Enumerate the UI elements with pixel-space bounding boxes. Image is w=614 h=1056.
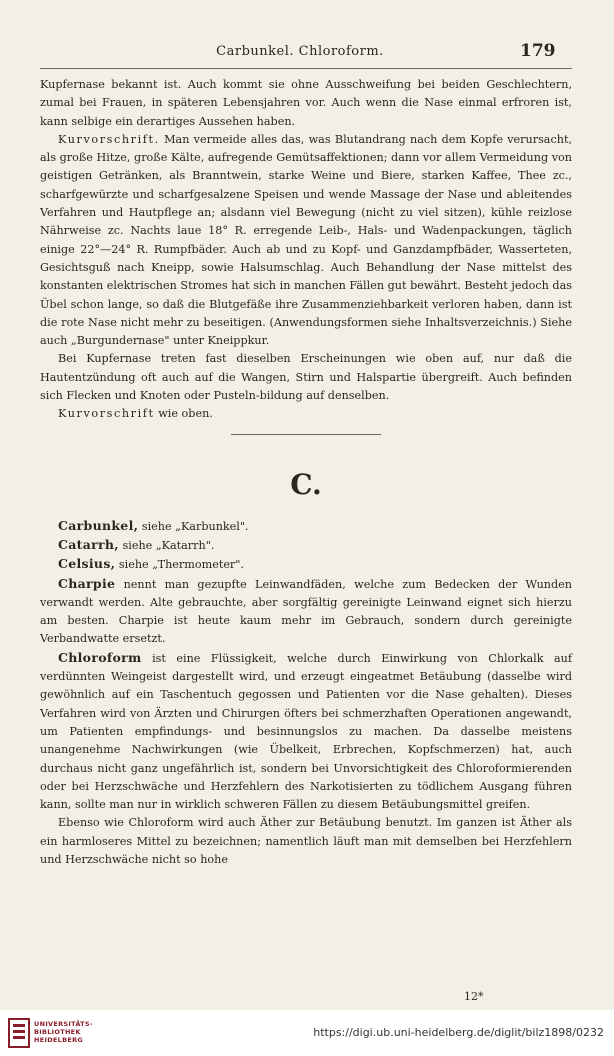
dictionary-entries [40,517,572,870]
entry-text: nennt man gezupfte Leinwandfäden, welche zum Bedecken der Wunden verwandt werden. Alte gebrauchte, aber sorgfältig gereinigte Leinwand eignet sich hierzu am besten. Charpie ist heute kaum mehr im Gebrauch, sondern durch gereinigte Verbandwatte ersetzt. [40,577,572,646]
header-divider [40,68,572,69]
library-logo-text [34,1020,93,1044]
page-number: 179 [520,41,556,61]
entry-chloroform [40,649,572,815]
entry-headword: Celsius, [58,556,116,572]
kupfernase-paragraph: Bei Kupfernase treten fast dieselben Erscheinungen wie oben auf, nur daß die Hautentzündung oft auch auf die Wangen, Stirn und Halspartie übergreift. Auch befinden sich Flecken und Knoten oder Pusteln-bildung auf denselben. [40,352,572,403]
section-letter: C. [290,467,322,501]
kurvorschrift-label-2: Kurvorschrift [58,407,155,421]
entry-text: siehe „Thermometer". [118,558,244,572]
logo-line-3: HEIDELBERG [34,1036,84,1044]
kurvorschrift-paragraph [40,131,572,351]
running-title: Carbunkel. Chloroform. [216,44,384,59]
aether-paragraph: Ebenso wie Chloroform wird auch Äther zur Betäubung benutzt. Im ganzen ist Äther als ein harmloseres Mittel zu bezeichnen; namentlich läuft man mit demselben bei Herzfehlern und Herzschwäche nicht so hohe [40,816,572,866]
entry-charpie [40,575,572,649]
entry-headword: Carbunkel, [58,517,139,533]
section-divider [231,434,381,435]
entry-celsius [40,555,572,574]
entry-headword: Chloroform [58,649,142,665]
page-body [40,76,572,869]
kurvorschrift-label: Kurvorschrift. [58,132,160,146]
signature-mark: 12* [464,990,484,1003]
entry-headword: Catarrh, [58,536,119,552]
library-seal-icon [8,1018,30,1048]
logo-line-2: BIBLIOTHEK [34,1028,81,1036]
entry-catarrh [40,536,572,555]
kurvorschrift-text-2: wie oben. [158,407,213,421]
entry-carbunkel [40,517,572,536]
kurvorschrift-paragraph-2 [40,405,572,423]
library-footer [0,1010,614,1056]
logo-line-1: UNIVERSITÄTS- [34,1020,93,1028]
entry-text: siehe „Karbunkel". [141,519,249,533]
kurvorschrift-text: Man vermeide alles das, was Blutandrang nach dem Kopfe verursacht, als große Hitze, große Kälte, aufregende Gemütsaffektionen; dann vor allem Vermeidung von geistigen Getränken, als Branntwein, starke Weine und Biere, starken Kaffee, Thee zc., scharfgewürzte und scharfgesalzene Speisen und wende Massage der Nase und ableitendes Verfahren und Hautpflege an; alsdann viel Bewegung (nicht zu viel sitzen), kühle reizlose Nährweise zc. Nachts laue 18° R. erregende Leib-, Hals- und Wadenpackungen, täglich einige 22°—24° R. Rumpfbäder. Auch ab und zu Kopf- und Ganzdampfbäder, Wasserteten, Gesichtsguß nach Kneipp, sowie Halsumschlag. Auch Behandlung der Nase mittelst des konstanten elektrischen Stromes hat sich in manchen Fällen gut bewährt. Besteht jedoch das Übel schon lange, so daß die Blutgefäße ihre Zusammenziehbarkeit verloren haben, dann ist die rote Nase nicht mehr zu beseitigen. (Anwendungsformen siehe Inhaltsverzeichnis.) Siehe auch „Burgundernase" unter Kneippkur. [40,132,573,348]
entry-text: ist eine Flüssigkeit, welche durch Einwirkung von Chlorkalk auf verdünnten Weingeist dargestellt wird, und erzeugt eingeatmet Betäubung (dasselbe wird gewöhnlich auf ein Taschentuch gegossen und Patienten vor die Nase gehalten). Dieses Verfahren wird von Ärzten und Chirurgen öfters bei schmerzhaften Operationen angewandt, um Patienten empfindungs- und besinnungslos zu machen. Da dasselbe meistens unangenehme Nachwirkungen (wie Übelkeit, Erbrechen, Kopfschmerzen) hat, auch durchaus nicht ganz ungefährlich ist, sondern bei Unvorsichtigkeit des Chloroformierenden oder bei Herzschwäche und Herzfehlern des Narkotisierten zu tödlichem Ausgang führen kann, sollte man nur in wirklich schweren Fällen zu diesem Betäubungsmittel greifen. [40,651,573,812]
source-url-link[interactable]: https://digi.ub.uni-heidelberg.de/diglit/bilz1898/0232 [313,1026,604,1039]
entry-text: siehe „Katarrh". [122,538,215,552]
entry-headword: Charpie [58,575,116,591]
running-header [0,41,614,66]
continuation-paragraph: Kupfernase bekannt ist. Auch kommt sie ohne Ausschweifung bei beiden Geschlechtern, zumal bei Frauen, in späteren Lebensjahren vor. Auch wenn die Nase einmal erfroren ist, kann selbige ein derartiges Aussehen haben. [40,78,572,128]
